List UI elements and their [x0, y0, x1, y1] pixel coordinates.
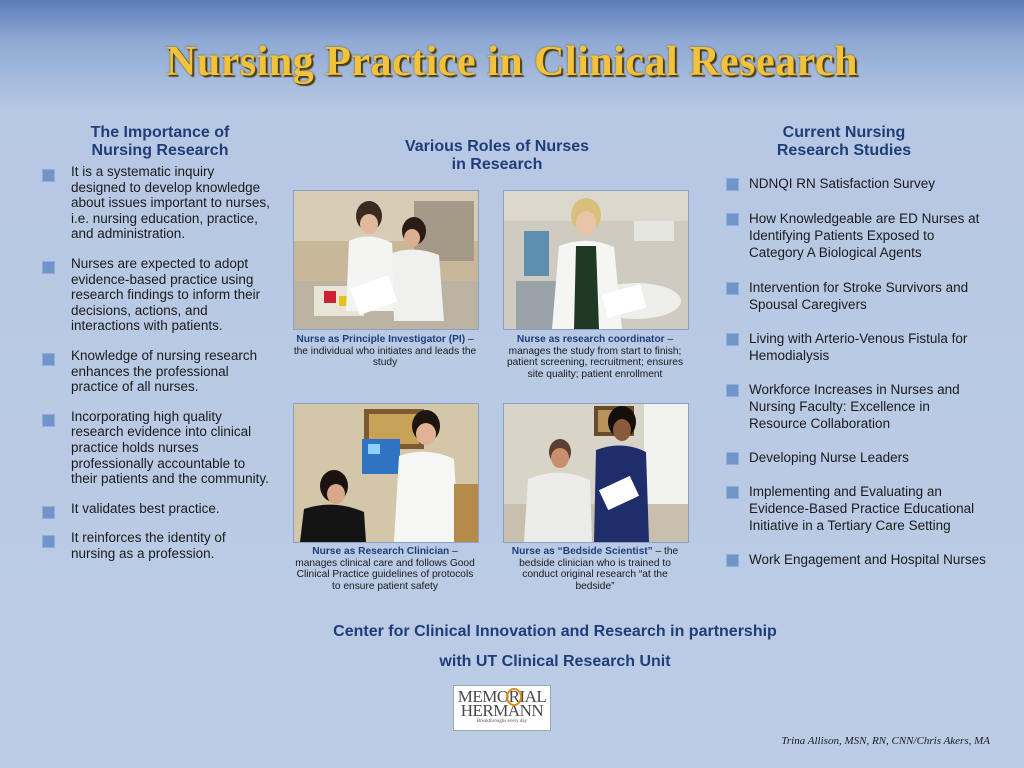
list-item	[726, 483, 986, 534]
square-bullet-icon	[726, 178, 739, 191]
photo-research-coordinator	[503, 190, 689, 330]
page-title: Nursing Practice in Clinical Research	[166, 39, 858, 85]
list-item-text: Knowledge of nursing research enhances the professional practice of all nurses.	[71, 347, 258, 395]
list-item-text: NDNQI RN Satisfaction Survey	[749, 176, 936, 191]
list-item	[726, 449, 986, 466]
list-item-text: Developing Nurse Leaders	[749, 450, 909, 465]
list-item	[726, 210, 986, 261]
right-heading-line-2: Research Studies	[776, 142, 912, 159]
list-item	[726, 175, 986, 192]
role-title: Nurse as research coordinator	[516, 334, 665, 345]
list-item	[42, 501, 272, 517]
square-bullet-icon	[726, 486, 739, 499]
list-item-text: It validates best practice.	[71, 500, 220, 516]
left-heading-line-2: Nursing Research	[91, 142, 229, 159]
list-item	[726, 330, 986, 364]
research-studies-list	[726, 175, 986, 568]
square-bullet-icon	[42, 535, 55, 548]
role-title: Nurse as Principle Investigator (PI)	[296, 334, 466, 345]
caption-bedside-scientist	[502, 546, 688, 592]
photo-bedside-scientist	[503, 403, 689, 543]
logo-line-1: MEMORIAL	[457, 687, 547, 706]
square-bullet-icon	[726, 554, 739, 567]
role-description: – the individual who initiates and leads the study	[293, 334, 477, 369]
square-bullet-icon	[42, 169, 55, 182]
center-heading	[392, 138, 602, 174]
photo-research-clinician	[293, 403, 479, 543]
square-bullet-icon	[726, 452, 739, 465]
square-bullet-icon	[42, 506, 55, 519]
left-heading	[62, 124, 258, 160]
square-bullet-icon	[726, 213, 739, 226]
center-heading-line-1: Various Roles of Nurses	[404, 138, 590, 155]
list-item	[726, 381, 986, 432]
list-item	[726, 279, 986, 313]
caption-research-coordinator	[502, 334, 688, 380]
square-bullet-icon	[726, 384, 739, 397]
list-item-text: Nurses are expected to adopt evidence-based practice using research findings to inform their decisions, actions, and interactions with patients.	[71, 255, 261, 334]
list-item-text: Living with Arterio-Venous Fistula for Hemodialysis	[749, 331, 968, 363]
center-heading-line-2: in Research	[451, 156, 543, 173]
partnership-line-1: Center for Clinical Innovation and Research in partnership	[333, 623, 777, 640]
partnership-line-2: with UT Clinical Research Unit	[439, 653, 671, 670]
role-title: Nurse as “Bedside Scientist”	[511, 546, 653, 557]
square-bullet-icon	[726, 282, 739, 295]
right-heading	[748, 124, 940, 160]
role-description: – the bedside clinician who is trained to conduct original research “at the bedside”	[519, 546, 679, 592]
logo-tagline: Breakthroughs every day	[476, 719, 528, 724]
left-heading-line-1: The Importance of	[90, 124, 230, 141]
caption-principal-investigator	[292, 334, 478, 369]
photo-principal-investigator	[293, 190, 479, 330]
logo-line-2: HERMANN	[460, 701, 544, 720]
caption-research-clinician	[292, 546, 478, 592]
list-item-text: Workforce Increases in Nurses and Nursing Faculty: Excellence in Resource Collaboration	[749, 382, 960, 431]
square-bullet-icon	[42, 353, 55, 366]
list-item	[42, 256, 272, 334]
author-credit: Trina Allison, MSN, RN, CNN/Chris Akers, MA	[781, 735, 990, 747]
list-item-text: It is a systematic inquiry designed to develop knowledge about issues important to nurses, i.e. nursing education, practice, and administration.	[71, 164, 270, 242]
list-item-text: Implementing and Evaluating an Evidence-Based Practice Educational Initiative in a Tertiary Care Setting	[749, 484, 975, 533]
role-title: Nurse as Research Clinician	[312, 546, 450, 557]
list-item-text: Work Engagement and Hospital Nurses	[749, 552, 986, 567]
list-item	[42, 409, 272, 487]
list-item-text: How Knowledgeable are ED Nurses at Identifying Patients Exposed to Category A Biological Agents	[749, 211, 980, 260]
square-bullet-icon	[42, 414, 55, 427]
list-item-text: Incorporating high quality research evidence into clinical practice holds nurses professionally accountable to their patients and the community.	[71, 408, 269, 487]
list-item-text: Intervention for Stroke Survivors and Spousal Caregivers	[749, 280, 969, 312]
list-item	[42, 348, 272, 395]
right-heading-line-1: Current Nursing	[782, 124, 906, 141]
list-item	[42, 530, 272, 561]
importance-list	[42, 164, 272, 561]
role-description: – manages the study from start to finish; patient screening, recruitment; ensures site quality; patient enrollment	[506, 334, 684, 380]
role-description: – manages clinical care and follows Good Clinical Practice guidelines of protocols to ensure patient safety	[295, 546, 475, 592]
list-item-text: It reinforces the identity of nursing as a profession.	[71, 530, 226, 561]
logo-accent-ring-icon	[506, 688, 522, 706]
list-item	[726, 551, 986, 568]
memorial-hermann-logo	[453, 685, 551, 731]
square-bullet-icon	[42, 261, 55, 274]
square-bullet-icon	[726, 333, 739, 346]
list-item	[42, 164, 272, 242]
